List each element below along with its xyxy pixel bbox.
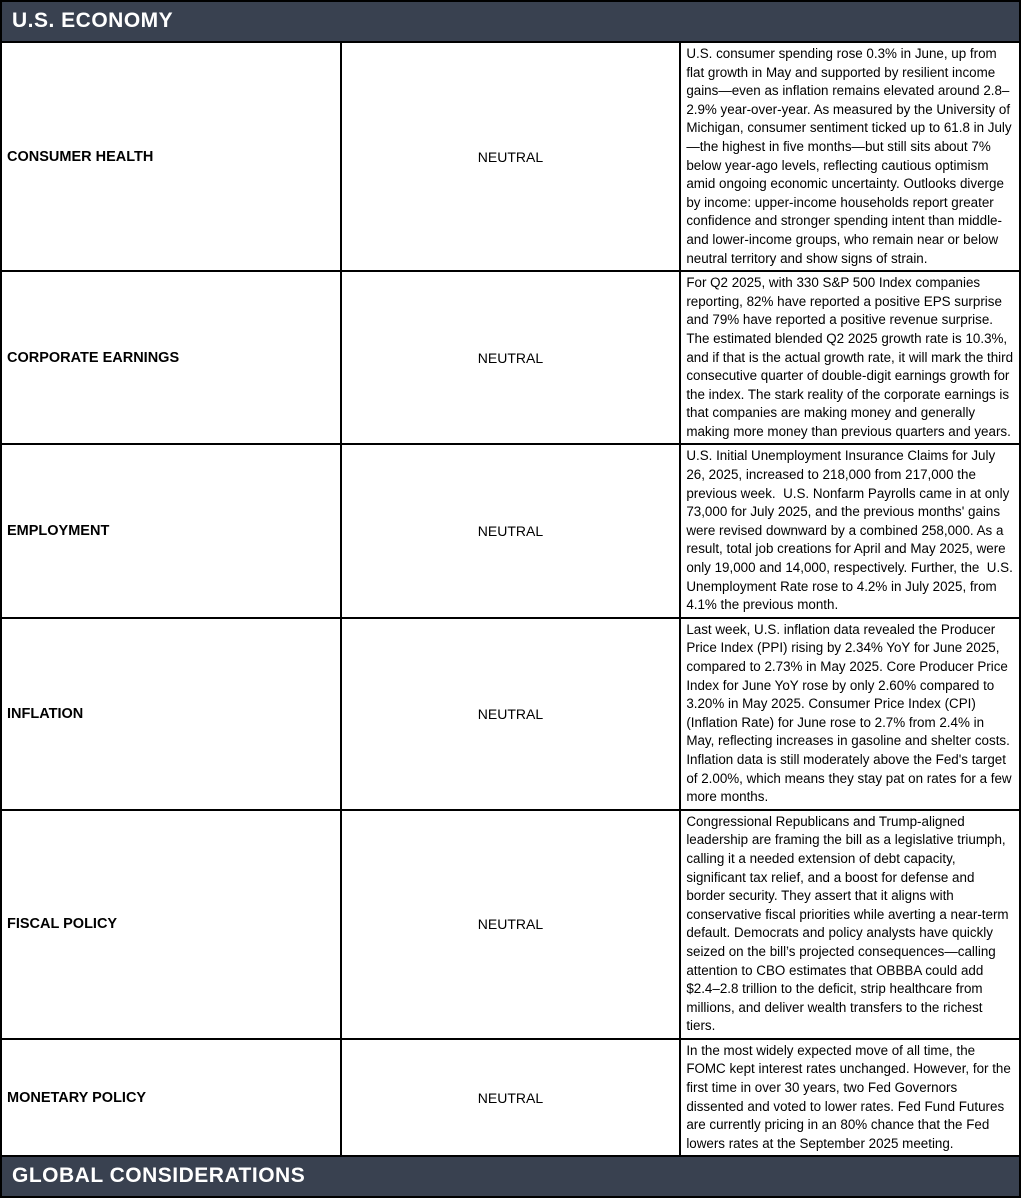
category-label-consumer-health: CONSUMER HEALTH [1,42,341,271]
category-label-fiscal-policy: FISCAL POLICY [1,810,341,1039]
commentary-text: In the most widely expected move of all time, the FOMC kept interest rates unchanged. However, for the first time in over 30 years, two Fed Governors dissented and voted to lower rates. Fed Fund Futures are currently pricing in an 80% chance that the Fed lowers rates at the September 2025 meeting. [680,1039,1020,1157]
category-label-monetary-policy: MONETARY POLICY [1,1039,341,1157]
rating-value: NEUTRAL [341,271,681,444]
rating-value: NEUTRAL [341,444,681,617]
category-label-corporate-earnings: CORPORATE EARNINGS [1,271,341,444]
section-title-us-economy: U.S. ECONOMY [1,1,1020,42]
commentary-text: For Q2 2025, with 330 S&P 500 Index companies reporting, 82% have reported a positive EPS surprise and 79% have reported a positive revenue surprise. The estimated blended Q2 2025 growth rate is 10.3%, and if that is the actual growth rate, it will mark the third consecutive quarter of double-digit earnings growth for the index. The stark reality of the corporate earnings is that companies are making money and generally making more money than previous quarters and years. [680,271,1020,444]
section-header-row-us-economy [1,1,1020,42]
rating-value: NEUTRAL [341,618,681,810]
commentary-text: U.S. consumer spending rose 0.3% in June, up from flat growth in May and supported by resilient income gains—even as inflation remains elevated around 2.8–2.9% year-over-year. As measured by the University of Michigan, consumer sentiment ticked up to 61.8 in July—the highest in five months—but still sits about 7% below year-ago levels, reflecting cautious optimism amid ongoing economic uncertainty. Outlooks diverge by income: upper-income households report greater confidence and stronger spending intent than middle- and lower-income groups, who remain near or below neutral territory and show signs of strain. [680,42,1020,271]
table-row [1,1039,1020,1157]
table-row [1,271,1020,444]
rating-value: NEUTRAL [341,1039,681,1157]
table-row [1,444,1020,617]
rating-value: NEUTRAL [341,810,681,1039]
table-row [1,42,1020,271]
table-row [1,618,1020,810]
category-label-inflation: INFLATION [1,618,341,810]
category-label-employment: EMPLOYMENT [1,444,341,617]
table-row [1,810,1020,1039]
rating-value: NEUTRAL [341,42,681,271]
section-title-global-considerations: GLOBAL CONSIDERATIONS [1,1156,1020,1197]
commentary-text: Congressional Republicans and Trump-aligned leadership are framing the bill as a legislative triumph, calling it a needed extension of debt capacity, significant tax relief, and a boost for defense and border security. They assert that it aligns with conservative fiscal priorities while averting a near-term default. Democrats and policy analysts have quickly seized on the bill’s projected consequences—calling attention to CBO estimates that OBBBA could add $2.4–2.8 trillion to the deficit, strip healthcare from millions, and deliver wealth transfers to the richest tiers. [680,810,1020,1039]
section-header-row-global-considerations [1,1156,1020,1197]
commentary-text: Last week, U.S. inflation data revealed the Producer Price Index (PPI) rising by 2.34% YoY for June 2025, compared to 2.73% in May 2025. Core Producer Price Index for June YoY rose by only 2.60% compared to 3.20% in May 2025. Consumer Price Index (CPI) (Inflation Rate) for June rose to 2.7% from 2.4% in May, reflecting increases in gasoline and shelter costs. Inflation data is still moderately above the Fed's target of 2.00%, which means they stay pat on rates for a few more months. [680,618,1020,810]
commentary-text: U.S. Initial Unemployment Insurance Claims for July 26, 2025, increased to 218,000 from 217,000 the previous week. U.S. Nonfarm Payrolls came in at only 73,000 for July 2025, and the previous months' gains were revised downward by a combined 258,000. As a result, total job creations for April and May 2025, were only 19,000 and 14,000, respectively. Further, the U.S. Unemployment Rate rose to 4.2% in July 2025, from 4.1% the previous month. [680,444,1020,617]
